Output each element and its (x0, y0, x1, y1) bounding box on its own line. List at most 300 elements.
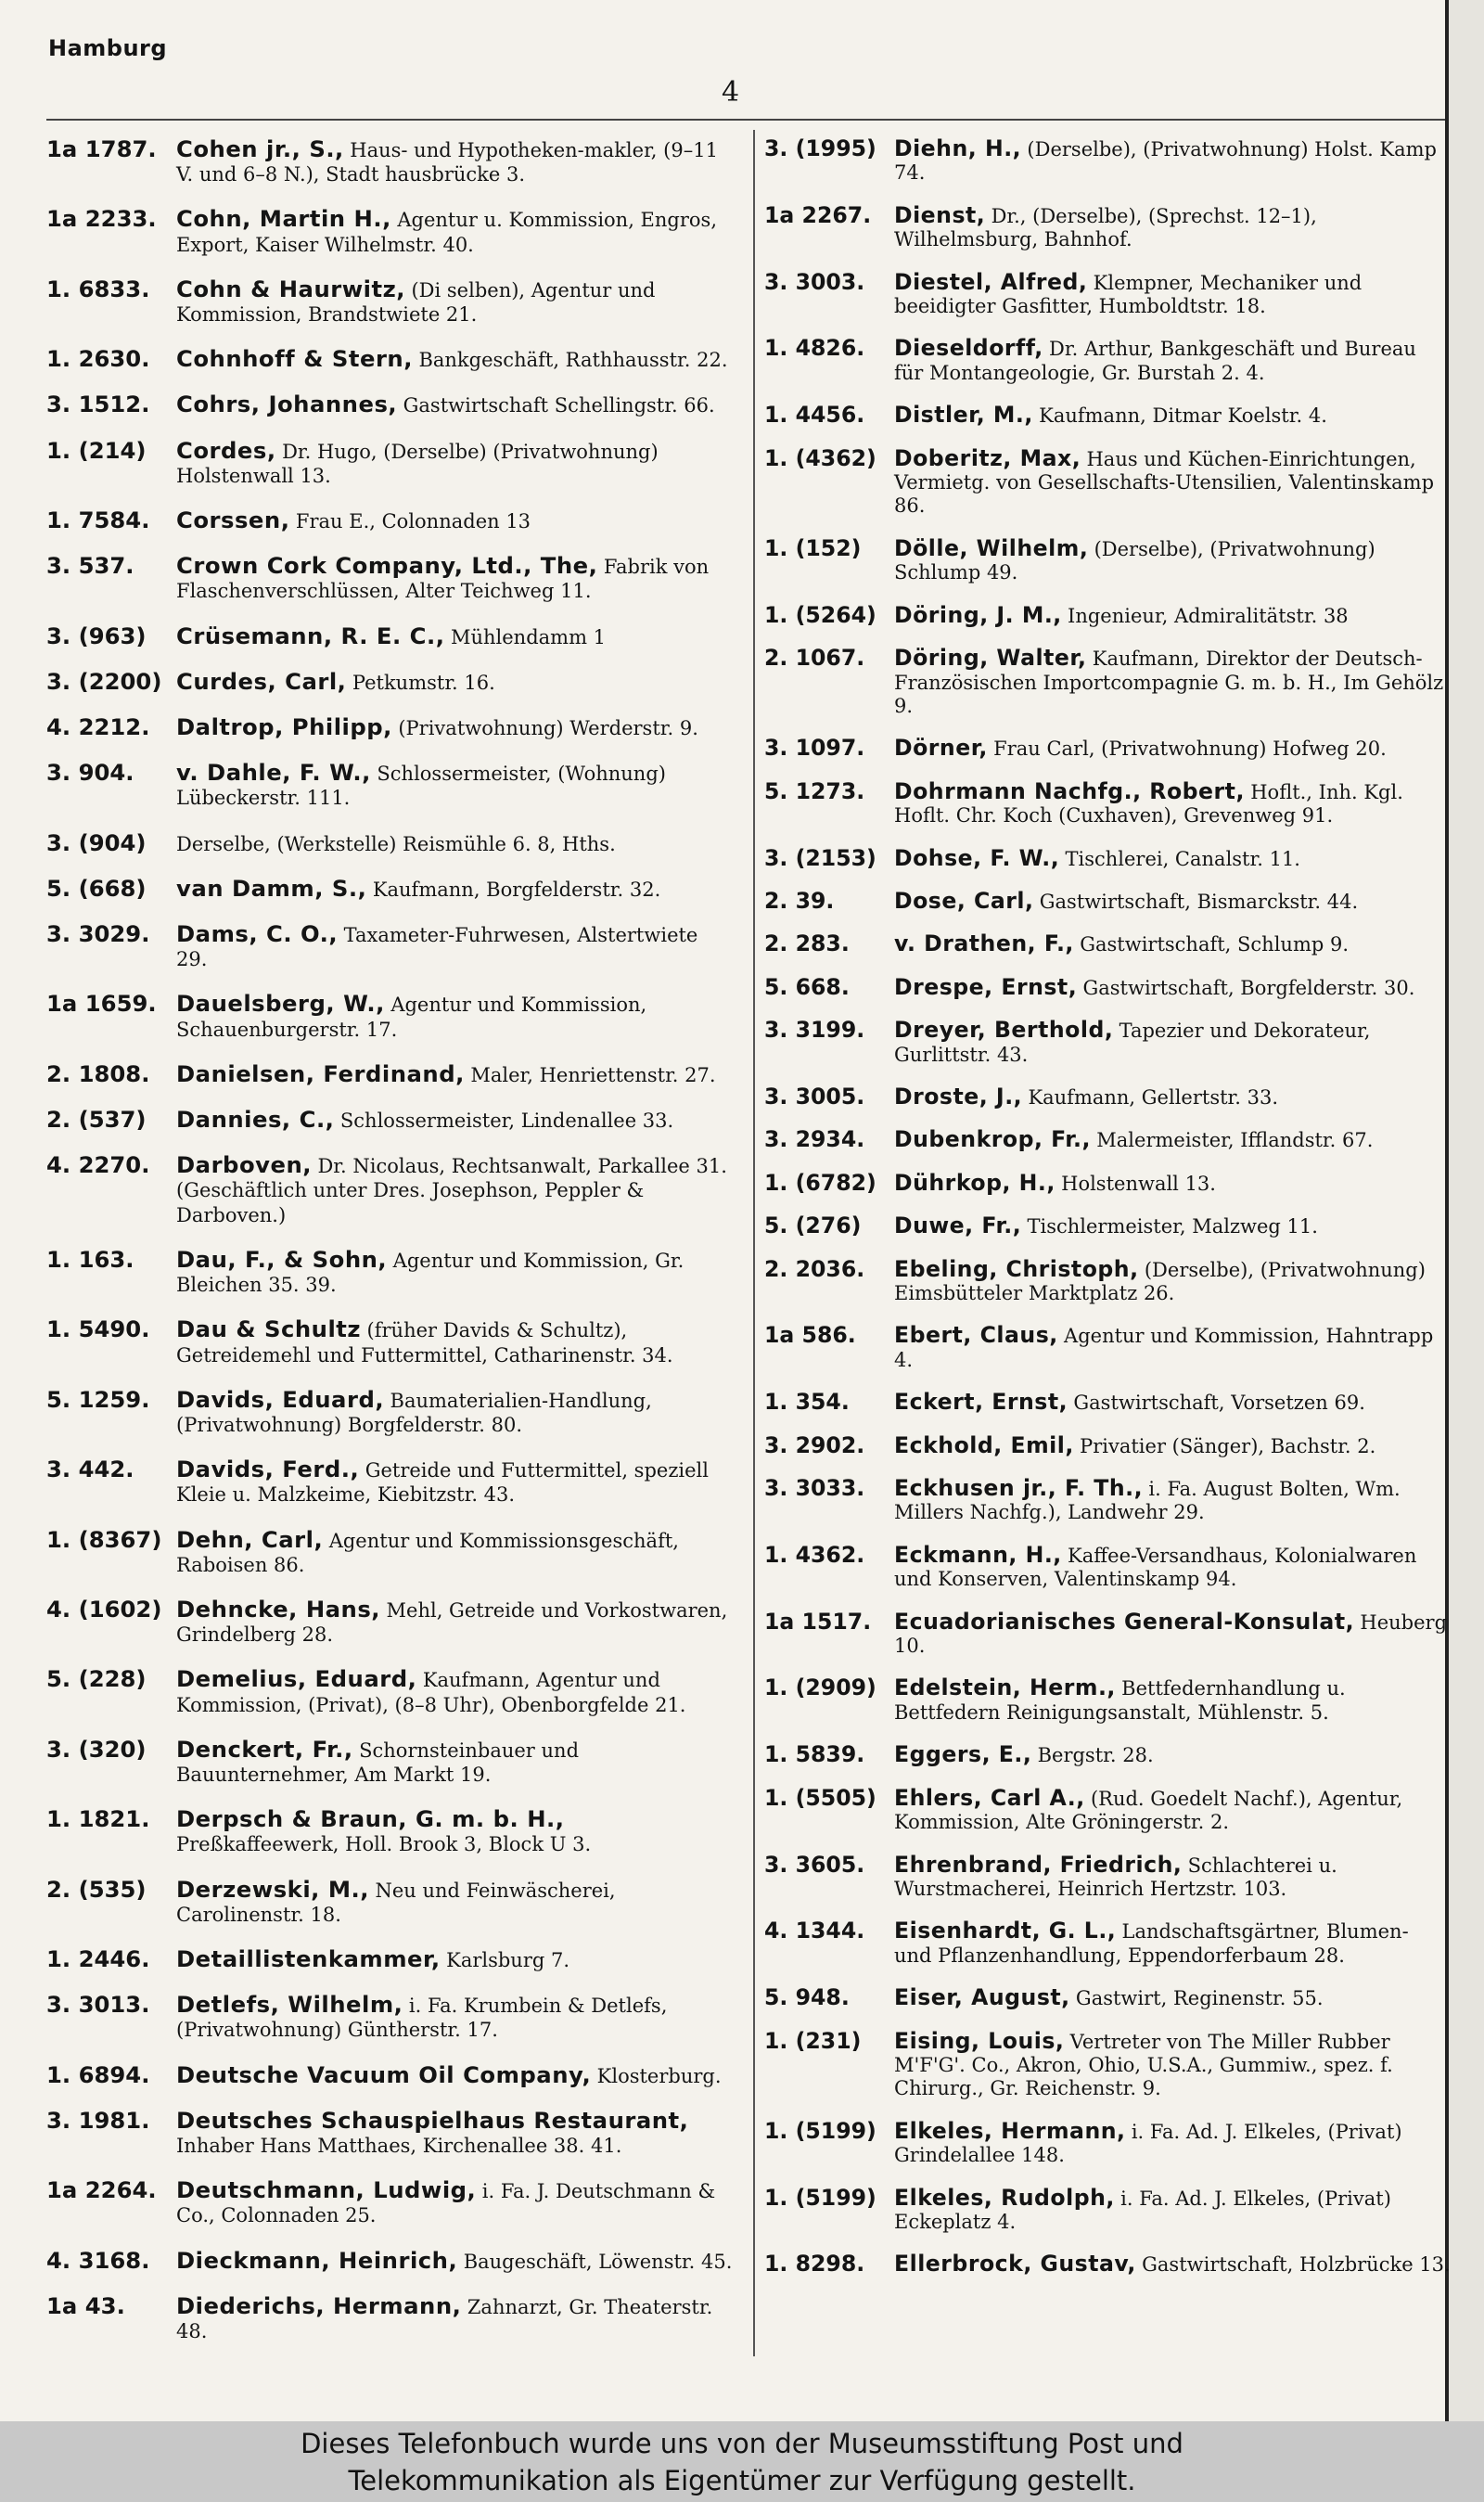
subscriber-details: Inhaber Hans Matthaes, Kirchenallee 38. 41. (176, 2134, 622, 2157)
directory-entry (764, 1851, 1451, 1902)
phone-number: 5. (668) (46, 874, 147, 902)
directory-entry (46, 1245, 733, 1297)
phone-number: 5. 948. (764, 1984, 850, 2011)
directory-entry (764, 1986, 1451, 2010)
phone-number: 1. (4362) (764, 444, 876, 471)
directory-entry (46, 1385, 733, 1437)
subscriber-name: Diehn, H., (894, 135, 1022, 161)
phone-number: 1. 4456. (764, 402, 865, 429)
phone-number: 1. (214) (46, 436, 147, 464)
directory-entry (46, 1993, 733, 2042)
directory-entry (46, 436, 733, 488)
subscriber-name: Cohen jr., S., (176, 135, 344, 162)
phone-number: 3. 3013. (46, 1991, 150, 2019)
subscriber-details: Bettfedernhandlung u. Bettfedern Reinigungsanstalt, Mühlenstr. 5. (894, 1677, 1346, 1724)
subscriber-name: Duwe, Fr., (894, 1213, 1022, 1239)
subscriber-details: Agentur und Kommission, Schauenburgerstr. 17. (176, 994, 647, 1041)
subscriber-name: Droste, J., (894, 1083, 1023, 1110)
directory-entry (46, 2178, 733, 2227)
subscriber-name: Deutschmann, Ludwig, (176, 2176, 477, 2204)
subscriber-details: Agentur u. Kommission, Engros, Export, Kaiser Wilhelmstr. 40. (176, 209, 717, 256)
subscriber-name: Drespe, Ernst, (894, 973, 1078, 1000)
directory-entry (46, 1597, 733, 1647)
directory-entry (764, 1743, 1451, 1767)
right-column (764, 137, 1451, 2296)
directory-entry (764, 737, 1451, 761)
subscriber-details: Dr. Nicolaus, Rechtsanwalt, Parkallee 31. (Geschäftlich unter Dres. Josephson, Peppler & Darboven.) (176, 1155, 727, 1226)
directory-entry (46, 392, 733, 417)
phone-number: 1. (152) (764, 534, 862, 561)
subscriber-details: Gastwirt, Reginenstr. 55. (1075, 1987, 1324, 2010)
phone-number: 2. 39. (764, 887, 835, 914)
subscriber-name: Danielsen, Ferdinand, (176, 1059, 465, 1087)
subscriber-name: Edelstein, Herm., (894, 1674, 1116, 1701)
subscriber-name: Eggers, E., (894, 1741, 1032, 1768)
phone-number: 1. (8367) (46, 1525, 162, 1553)
directory-entry (764, 887, 1451, 914)
header-rule (46, 119, 1452, 121)
subscriber-name: Dehn, Carl, (176, 1525, 324, 1553)
subscriber-details: (Di selben), Agentur und Kommission, Brandstwiete 21. (176, 278, 656, 327)
subscriber-name: van Damm, S., (176, 874, 367, 902)
directory-entry (764, 1784, 1451, 1835)
subscriber-details: Baumaterialien-Handlung, (Privatwohnung) Borgfelderstr. 80. (176, 1389, 652, 1436)
subscriber-name: Deutsche Vacuum Oil Company, (176, 2060, 592, 2088)
subscriber-details: Ingenieur, Admiralitätstr. 38 (1068, 604, 1349, 627)
subscriber-details: Haus und Küchen-Einrichtungen, Vermietg. von Gesellschafts-Utensilien, Valentinskamp 86. (894, 447, 1435, 518)
phone-number: 1. 8298. (764, 2251, 865, 2277)
subscriber-details: Tischlerei, Canalstr. 11. (1065, 847, 1300, 870)
phone-number: 1a 1517. (764, 1608, 872, 1635)
directory-entry (46, 1807, 733, 1856)
subscriber-details: i. Fa. August Bolten, Wm. Millers Nachfg.), Landwehr 29. (894, 1478, 1401, 1524)
subscriber-details: Zahnarzt, Gr. Theaterstr. 48. (176, 2295, 713, 2342)
phone-number: 5. 668. (764, 973, 850, 1000)
directory-entry (764, 2252, 1451, 2277)
subscriber-name: Detlefs, Wilhelm, (176, 1991, 403, 2019)
phone-number: 1. 354. (764, 1389, 850, 1416)
subscriber-name: v. Dahle, F. W., (176, 759, 371, 787)
subscriber-name: Dau & Schultz (176, 1315, 362, 1343)
subscriber-name: Eckhusen jr., F. Th., (894, 1475, 1144, 1502)
directory-entry (46, 1944, 733, 1972)
subscriber-details: Preßkaffeewerk, Holl. Brook 3, Block U 3. (176, 1833, 592, 1856)
subscriber-details: (früher Davids & Schultz), Getreidemehl und Futtermittel, Catharinenstr. 34. (176, 1319, 673, 1366)
subscriber-name: Ehlers, Carl A., (894, 1784, 1085, 1811)
phone-number: 3. 2902. (764, 1431, 865, 1458)
phone-number: 3. 3605. (764, 1851, 865, 1878)
subscriber-name: Eising, Louis, (894, 2027, 1065, 2054)
subscriber-name: Dubenkrop, Fr., (894, 1126, 1091, 1153)
directory-entry (46, 1108, 733, 1133)
directory-entry (764, 1169, 1451, 1196)
directory-entry (46, 1735, 733, 1787)
subscriber-name: Deutsches Schauspielhaus Restaurant, (176, 2106, 689, 2134)
directory-entry (764, 777, 1451, 828)
subscriber-name: Darboven, (176, 1151, 312, 1179)
subscriber-details: Klempner, Mechaniker und beeidigter Gasfitter, Humboldtstr. 18. (894, 271, 1362, 318)
phone-number: 1. 4362. (764, 1541, 865, 1568)
subscriber-details: Schlachterei u. Wurstmacherei, Heinrich Hertzstr. 103. (894, 1854, 1337, 1900)
phone-number: 1. 2630. (46, 345, 150, 373)
subscriber-details: i. Fa. J. Deutschmann & Co., Colonnaden 25. (176, 2180, 716, 2227)
subscriber-name: Curdes, Carl, (176, 667, 347, 695)
subscriber-details: (Rud. Goedelt Nachf.), Agentur, Kommission, Alte Gröningerstr. 2. (894, 1787, 1403, 1834)
phone-number: 1. 6833. (46, 275, 150, 302)
directory-entry (46, 667, 733, 695)
subscriber-name: Ebert, Claus, (894, 1322, 1058, 1349)
phone-number: 4. 2212. (46, 713, 150, 741)
subscriber-details: Kaffee-Versandhaus, Kolonialwaren und Konserven, Valentinskamp 94. (894, 1544, 1417, 1591)
directory-entry (764, 1019, 1451, 1067)
subscriber-name: Cordes, (176, 436, 276, 464)
directory-entry (46, 624, 733, 649)
subscriber-details: (Derselbe), (Privatwohnung) Schlump 49. (894, 537, 1375, 584)
subscriber-name: Ehrenbrand, Friedrich, (894, 1851, 1183, 1878)
directory-entry (764, 1214, 1451, 1238)
subscriber-details: Gastwirtschaft, Bismarckstr. 44. (1039, 890, 1359, 913)
directory-entry (764, 2027, 1451, 2101)
subscriber-details: Agentur und Kommissionsgeschäft, Raboisen 86. (176, 1529, 679, 1576)
subscriber-details: Vertreter von The Miller Rubber M'F'G'. Co., Akron, Ohio, U.S.A., Gummiw., spez. f. Chirurg., Gr. Reichenstr. 9. (894, 2030, 1393, 2100)
phone-number: 1a 2267. (764, 201, 872, 228)
directory-entry (764, 1085, 1451, 1110)
subscriber-details: Agentur und Kommission, Hahntrapp 4. (894, 1325, 1434, 1371)
subscriber-details: Frau Carl, (Privatwohnung) Hofweg 20. (993, 738, 1387, 761)
directory-entry (764, 137, 1451, 186)
phone-number: 1. 2446. (46, 1944, 150, 1972)
directory-entry (764, 932, 1451, 956)
directory-entry (46, 347, 733, 372)
directory-entry (764, 1128, 1451, 1152)
directory-entry (46, 1317, 733, 1366)
phone-number: 3. 1512. (46, 391, 150, 418)
directory-entry (764, 2184, 1451, 2235)
phone-number: 3. 2934. (764, 1126, 865, 1153)
directory-entry (46, 1525, 733, 1577)
subscriber-details: Derselbe, (Werkstelle) Reismühle 6. 8, Hths. (176, 832, 616, 855)
subscriber-name: Döring, J. M., (894, 601, 1062, 628)
subscriber-details: Gastwirtschaft, Holzbrücke 13. (1142, 2253, 1451, 2277)
subscriber-name: Dauelsberg, W., (176, 990, 385, 1018)
subscriber-details: Malermeister, Ifflandstr. 67. (1096, 1129, 1374, 1152)
directory-entry (46, 2106, 733, 2158)
phone-number: 3. 537. (46, 552, 134, 580)
directory-entry (764, 404, 1451, 428)
subscriber-name: Dose, Carl, (894, 887, 1034, 914)
footer-line-2: Telekommunikation als Eigentümer zur Verfügung gestellt. (348, 2465, 1136, 2496)
phone-number: 3. (904) (46, 828, 147, 856)
phone-number: 3. 3199. (764, 1017, 865, 1044)
page-number: 4 (722, 76, 740, 109)
phone-number: 2. 283. (764, 930, 850, 957)
subscriber-name: Dieckmann, Heinrich, (176, 2246, 458, 2274)
subscriber-details: (Privatwohnung) Werderstr. 9. (398, 717, 698, 740)
subscriber-name: Cohnhoff & Stern, (176, 345, 413, 373)
subscriber-name: Dieseldorff, (894, 335, 1043, 362)
subscriber-name: Döring, Walter, (894, 645, 1087, 672)
subscriber-name: Diestel, Alfred, (894, 268, 1088, 295)
subscriber-details: Privatier (Sänger), Bachstr. 2. (1080, 1434, 1376, 1457)
subscriber-details: Klosterburg. (596, 2064, 722, 2087)
subscriber-details: Maler, Henriettenstr. 27. (470, 1063, 716, 1086)
subscriber-name: Dohrmann Nachfg., Robert, (894, 777, 1245, 804)
subscriber-name: Cohn & Haurwitz, (176, 275, 405, 302)
phone-number: 2. (537) (46, 1106, 147, 1134)
subscriber-details: (Derselbe), (Privatwohnung) Eimsbütteler Marktplatz 26. (894, 1258, 1426, 1304)
directory-entry (764, 444, 1451, 519)
directory-entry (46, 554, 733, 603)
directory-entry (46, 277, 733, 327)
phone-number: 1. 6894. (46, 2060, 150, 2088)
directory-entry (46, 761, 733, 810)
directory-entry (764, 1477, 1451, 1525)
phone-number: 2. (535) (46, 1875, 147, 1903)
phone-number: 5. 1273. (764, 777, 865, 804)
phone-number: 4. 2270. (46, 1151, 150, 1179)
subscriber-name: v. Drathen, F., (894, 930, 1074, 957)
phone-number: 3. 3005. (764, 1083, 865, 1110)
subscriber-name: Derpsch & Braun, G. m. b. H., (176, 1805, 565, 1833)
subscriber-name: Eckhold, Emil, (894, 1431, 1074, 1458)
phone-number: 3. 3033. (764, 1475, 865, 1502)
phone-number: 1. (5199) (764, 2184, 876, 2211)
subscriber-details: Schornsteinbauer und Bauunternehmer, Am Markt 19. (176, 1739, 580, 1786)
subscriber-details: Haus- und Hypotheken-makler, (9–11 V. und 6–8 N.), Stadt hausbrücke 3. (176, 139, 718, 186)
subscriber-name: Elkeles, Hermann, (894, 2117, 1126, 2144)
subscriber-name: Davids, Ferd., (176, 1456, 360, 1483)
directory-entry (764, 1431, 1451, 1458)
phone-number: 5. (228) (46, 1665, 147, 1693)
subscriber-name: Dienst, (894, 201, 986, 228)
phone-number: 1. (2909) (764, 1674, 876, 1701)
footer-line-1: Dieses Telefonbuch wurde uns von der Museumsstiftung Post und (301, 2428, 1183, 2459)
subscriber-details: Taxameter-Fuhrwesen, Alstertwiete 29. (176, 924, 698, 971)
directory-entry (46, 2060, 733, 2088)
subscriber-name: Dölle, Wilhelm, (894, 534, 1089, 561)
subscriber-details: Kaufmann, Borgfelderstr. 32. (372, 878, 661, 901)
subscriber-name: Dannies, C., (176, 1106, 335, 1134)
subscriber-name: Cohn, Martin H., (176, 205, 391, 233)
directory-entry (46, 1153, 733, 1227)
subscriber-details: Agentur und Kommission, Gr. Bleichen 35. 39. (176, 1249, 684, 1297)
subscriber-name: Cohrs, Johannes, (176, 391, 398, 418)
directory-entry (46, 2291, 733, 2343)
subscriber-name: Dührkop, H., (894, 1169, 1055, 1196)
subscriber-name: Corssen, (176, 507, 290, 534)
directory-entry (46, 1059, 733, 1087)
directory-entry (764, 647, 1451, 718)
phone-number: 1. 163. (46, 1245, 134, 1273)
footer-note (0, 2421, 1484, 2502)
phone-number: 3. 3003. (764, 268, 865, 295)
directory-entry (46, 828, 733, 856)
subscriber-details: Gastwirtschaft, Borgfelderstr. 30. (1082, 976, 1415, 999)
subscriber-name: Eckert, Ernst, (894, 1389, 1068, 1416)
phone-number: 3. (320) (46, 1735, 147, 1763)
directory-entry (46, 207, 733, 256)
phone-number: 4. 3168. (46, 2246, 150, 2274)
subscriber-name: Ebeling, Christoph, (894, 1255, 1139, 1282)
subscriber-details: Dr. Arthur, Bankgeschäft und Bureau für Montangeologie, Gr. Burstah 2. 4. (894, 338, 1416, 384)
subscriber-details: Kaufmann, Gellertstr. 33. (1028, 1085, 1279, 1109)
subscriber-details: (Derselbe), (Privatwohnung) Holst. Kamp 74. (894, 138, 1437, 185)
phone-number: 1. (5199) (764, 2117, 876, 2144)
phone-number: 1. 1821. (46, 1805, 150, 1833)
subscriber-name: Dehncke, Hans, (176, 1595, 381, 1623)
subscriber-details: Dr. Hugo, (Derselbe) (Privatwohnung) Holstenwall 13. (176, 440, 659, 487)
phone-number: 3. 3029. (46, 920, 150, 948)
directory-entry (764, 1391, 1451, 1415)
subscriber-details: Getreide und Futtermittel, speziell Kleie u. Malzkeime, Kiebitzstr. 43. (176, 1459, 709, 1507)
directory-entry (764, 601, 1451, 628)
phone-number: 2. 1067. (764, 645, 865, 672)
subscriber-name: Davids, Eduard, (176, 1385, 385, 1413)
subscriber-name: Derzewski, M., (176, 1875, 369, 1903)
subscriber-details: Heuberg 10. (894, 1610, 1448, 1658)
directory-entry (764, 844, 1451, 871)
directory-entry (764, 1324, 1451, 1372)
directory-entry (764, 201, 1451, 252)
phone-number: 1a 2264. (46, 2176, 157, 2204)
subscriber-name: Ellerbrock, Gustav, (894, 2251, 1136, 2277)
subscriber-name: Detaillistenkammer, (176, 1944, 441, 1972)
directory-entry (46, 992, 733, 1041)
subscriber-details: Tapezier und Dekorateur, Gurlittstr. 43. (894, 1020, 1371, 1066)
phone-number: 4. 1344. (764, 1918, 865, 1944)
subscriber-name: Demelius, Eduard, (176, 1665, 417, 1693)
subscriber-name: Crüsemann, R. E. C., (176, 622, 445, 649)
phone-number: 3. (963) (46, 622, 147, 649)
phone-number: 1. 5490. (46, 1315, 150, 1343)
subscriber-name: Dams, C. O., (176, 920, 339, 948)
subscriber-details: Gastwirtschaft Schellingstr. 66. (403, 394, 715, 417)
subscriber-name: Crown Cork Company, Ltd., The, (176, 552, 598, 580)
phone-number: 3. (1995) (764, 135, 876, 161)
subscriber-name: Doberitz, Max, (894, 444, 1081, 471)
phone-number: 1a 1659. (46, 990, 157, 1018)
subscriber-details: Bergstr. 28. (1037, 1744, 1154, 1767)
subscriber-details: Tischlermeister, Malzweg 11. (1027, 1215, 1318, 1238)
phone-number: 5. 1259. (46, 1385, 150, 1413)
column-divider (753, 130, 755, 2356)
phone-number: 1. 4826. (764, 335, 865, 362)
subscriber-details: Kaufmann, Ditmar Koelstr. 4. (1039, 404, 1327, 428)
phone-number: 3. (2200) (46, 667, 162, 695)
subscriber-details: Kaufmann, Agentur und Kommission, (Privat), (8–8 Uhr), Obenborgfelde 21. (176, 1669, 686, 1716)
directory-entry (46, 1667, 733, 1716)
subscriber-name: Eckmann, H., (894, 1541, 1062, 1568)
directory-entry (46, 137, 733, 186)
subscriber-details: Kaufmann, Direktor der Deutsch-Französischen Importcompagnie G. m. b. H., Im Gehölz 9. (894, 648, 1444, 717)
directory-entry (46, 1457, 733, 1507)
phone-number: 1a 586. (764, 1322, 856, 1349)
directory-entry (46, 715, 733, 740)
adjacent-page-strip (1449, 0, 1484, 2421)
subscriber-name: Dau, F., & Sohn, (176, 1245, 388, 1273)
phone-number: 2. 1808. (46, 1059, 150, 1087)
subscriber-details: Hoflt., Inh. Kgl. Hoflt. Chr. Koch (Cuxhaven), Grevenweg 91. (894, 780, 1403, 828)
directory-entry (764, 2117, 1451, 2168)
phone-number: 1. (5505) (764, 1784, 876, 1811)
directory-entry (764, 1610, 1451, 1659)
directory-entry (46, 922, 733, 971)
directory-entry (764, 337, 1451, 385)
phone-number: 1a 43. (46, 2291, 125, 2319)
phone-number: 1a 1787. (46, 135, 157, 162)
subscriber-details: Petkumstr. 16. (352, 671, 495, 694)
subscriber-name: Dreyer, Berthold, (894, 1017, 1114, 1044)
directory-entry (764, 1919, 1451, 1968)
phone-number: 1a 2233. (46, 205, 157, 233)
subscriber-details: Schlossermeister, (Wohnung) Lübeckerstr. 111. (176, 763, 666, 810)
phone-number: 3. (2153) (764, 844, 876, 871)
directory-entry (764, 534, 1451, 585)
directory-entry (764, 1541, 1451, 1592)
directory-entry (764, 268, 1451, 319)
phone-number: 3. 1097. (764, 735, 865, 762)
subscriber-details: i. Fa. Krumbein & Detlefs, (Privatwohnung) Güntherstr. 17. (176, 1995, 668, 2042)
phone-number: 1. (231) (764, 2027, 862, 2054)
subscriber-details: Landschaftsgärtner, Blumen- und Pflanzenhandlung, Eppendorferbaum 28. (894, 1920, 1409, 1967)
directory-entry (764, 1255, 1451, 1306)
subscriber-details: Neu und Feinwäscherei, Carolinenstr. 18. (176, 1879, 616, 1926)
phone-number: 3. 1981. (46, 2106, 150, 2134)
directory-entry (46, 874, 733, 902)
subscriber-name: Dörner, (894, 735, 988, 762)
left-column (46, 137, 733, 2364)
subscriber-name: Denckert, Fr., (176, 1735, 353, 1763)
subscriber-name: Elkeles, Rudolph, (894, 2184, 1115, 2211)
phone-number: 1. 5839. (764, 1741, 865, 1768)
subscriber-details: Holstenwall 13. (1061, 1172, 1216, 1195)
subscriber-name: Eiser, August, (894, 1984, 1070, 2011)
directory-entry (46, 2246, 733, 2274)
subscriber-name: Diederichs, Hermann, (176, 2291, 462, 2319)
subscriber-details: Dr., (Derselbe), (Sprechst. 12–1), Wilhelmsburg, Bahnhof. (894, 204, 1317, 251)
subscriber-details: Frau E., Colonnaden 13 (295, 510, 531, 533)
subscriber-name: Eisenhardt, G. L., (894, 1918, 1117, 1944)
subscriber-name: Daltrop, Philipp, (176, 713, 392, 741)
page-header-city: Hamburg (48, 35, 168, 61)
subscriber-details: Karlsburg 7. (446, 1948, 570, 1971)
directory-entry (46, 508, 733, 533)
subscriber-details: Mühlendamm 1 (450, 625, 607, 648)
subscriber-details: Gastwirtschaft, Schlump 9. (1080, 933, 1350, 956)
directory-entry (764, 973, 1451, 1000)
subscriber-details: Mehl, Getreide und Vorkostwaren, Grindelberg 28. (176, 1598, 728, 1647)
subscriber-details: i. Fa. Ad. J. Elkeles, (Privat) Eckeplatz 4. (894, 2187, 1391, 2233)
subscriber-name: Distler, M., (894, 402, 1033, 429)
phone-number: 3. 442. (46, 1456, 134, 1483)
subscriber-details: Fabrik von Flaschenverschlüssen, Alter Teichweg 11. (176, 556, 710, 603)
subscriber-details: Gastwirtschaft, Vorsetzen 69. (1073, 1392, 1365, 1415)
phone-number: 1. 7584. (46, 507, 150, 534)
subscriber-details: Baugeschäft, Löwenstr. 45. (463, 2250, 733, 2273)
subscriber-name: Ecuadorianisches General-Konsulat, (894, 1608, 1355, 1635)
subscriber-details: Bankgeschäft, Rathhausstr. 22. (418, 349, 728, 372)
subscriber-name: Dohse, F. W., (894, 844, 1060, 871)
phone-number: 2. 2036. (764, 1255, 865, 1282)
phone-number: 1. (5264) (764, 601, 876, 628)
phone-number: 1. (6782) (764, 1169, 876, 1196)
phone-number: 3. 904. (46, 759, 134, 787)
directory-entry (764, 1676, 1451, 1725)
subscriber-details: i. Fa. Ad. J. Elkeles, (Privat) Grindelallee 148. (894, 2120, 1402, 2167)
phone-number: 5. (276) (764, 1213, 862, 1239)
directory-entry (46, 1875, 733, 1927)
subscriber-details: Schlossermeister, Lindenallee 33. (339, 1110, 674, 1133)
